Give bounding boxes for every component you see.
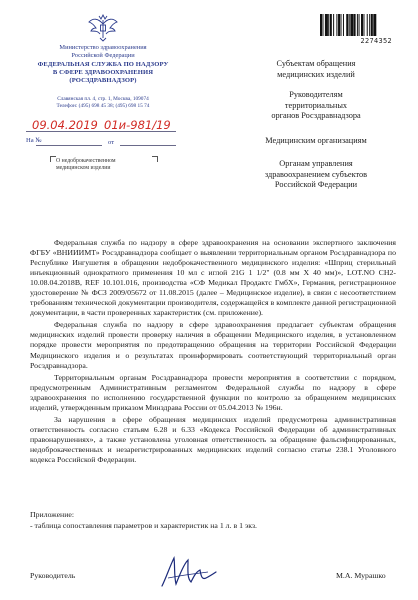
addressee-line: Органам управления xyxy=(279,159,353,168)
addressee-line: территориальных xyxy=(284,100,348,110)
barcode-bar xyxy=(350,14,353,36)
barcode-bar xyxy=(361,14,363,36)
addressee-line: Субъектам обращения xyxy=(276,59,356,68)
reference-number-underline xyxy=(36,145,102,146)
body-paragraph: Территориальным органам Росздравнадзора провести мероприятия в соответствии с порядком, предусмотренным Административным регламентом Федеральной службы по надзору в сфере здравоохранения по исполнению государственной функции по контролю за обращением медицинских изделий, утвержденным приказом Минздрава России от 05.04.2013 № 196н. xyxy=(30,372,396,412)
barcode-bar xyxy=(367,14,368,36)
service-name xyxy=(20,61,186,85)
addressee-line: органов Росздравнадзора xyxy=(271,111,361,121)
body-paragraph: Федеральная служба по надзору в сфере здравоохранения на основании экспертного заключения ФГБУ «ВНИИИМТ» Росздравнадзора сообщает о выявлении территориальным органом Росздравнадзора по Республике Ингушетия в обращении недоброкачественного медицинского изделия: «Шприц стерильный инъекционный однократного применения 10 мл с иглой 21G 1 1/2" (0.8 мм X 40 мм)», LOT.NO CH2-10.08.04.2018B, REF 10.101.016, производства «СФ Медикал Продактс ГмбХ», Германия, регистрационное удостоверение № ФСЗ 2009/05672 от 11.08.2015 (далее – Медицинское изделие), в связи с несоответствием требованиям технической документации производителя, содержащейся в комплекте данной регистрационной документации, в части проверенных характеристик (см. приложение). xyxy=(30,238,396,318)
barcode-bar xyxy=(373,14,376,36)
addressee-territorial-bodies xyxy=(236,90,396,122)
address-line: Славянская пл. 4, стр. 1, Москва, 109074 xyxy=(57,96,149,102)
barcode-bar xyxy=(322,14,323,36)
reference-line xyxy=(26,137,176,149)
attachment-block xyxy=(30,510,396,531)
bracket-mark xyxy=(50,156,56,162)
addressee-medical-organizations xyxy=(236,136,396,147)
attachment-item: - таблица сопоставления параметров и характеристик на 1 л. в 1 экз. xyxy=(30,520,258,530)
barcode-number: 2274352 xyxy=(360,37,392,45)
service-line: ФЕДЕРАЛЬНАЯ СЛУЖБА ПО НАДЗОРУ xyxy=(37,61,169,68)
letter-subject xyxy=(56,158,166,172)
registration-number: 01и-981/19 xyxy=(104,118,171,132)
subject-line: медицинском изделии xyxy=(56,165,111,171)
addressee-health-authorities xyxy=(236,159,396,191)
attachment-title: Приложение: xyxy=(30,510,75,519)
barcode-bar xyxy=(333,14,334,36)
barcode-bar xyxy=(328,14,329,36)
barcode-bar xyxy=(338,14,340,36)
barcode-bar xyxy=(341,14,342,36)
barcode-bar xyxy=(320,14,322,36)
barcode-bar xyxy=(369,14,370,36)
barcode-bar xyxy=(371,14,373,36)
handwritten-signature xyxy=(158,552,218,592)
body-paragraph: За нарушения в сфере обращения медицинских изделий предусмотрена административная ответственность согласно статьям 6.28 и 6.33 «Кодекса Российской Федерации об административных правонарушениях», а также установлена уголовная ответственность за обращение фальсифицированных, недоброкачественных и незарегистрированных медицинских изделий согласно статье 238.1 Уголовного кодекса Российской Федерации. xyxy=(30,414,396,464)
service-address xyxy=(20,96,186,109)
addressee-line: Российской Федерации xyxy=(274,180,358,190)
barcode-bar xyxy=(325,14,328,36)
barcode-bar xyxy=(354,14,356,36)
addressee-line: Руководителям xyxy=(289,90,343,99)
addressee-subjects xyxy=(236,59,396,80)
addressee-line: Медицинским организациям xyxy=(265,136,367,145)
ot-label: от xyxy=(108,139,115,146)
barcode-bar xyxy=(349,14,350,36)
barcode xyxy=(320,14,392,36)
signatory-role: Руководитель xyxy=(30,571,76,580)
registration-date: 09.04.2019 xyxy=(32,118,98,132)
service-line: В СФЕРЕ ЗДРАВООХРАНЕНИЯ xyxy=(52,69,154,76)
addressee-line: медицинских изделий xyxy=(277,69,355,79)
body-paragraph: Федеральная служба по надзору в сфере здравоохранения предлагает субъектам обращения медицинских изделий провести проверку наличия в обращении Медицинского изделия, в установленном порядке провести мероприятия по предотвращению обращения на территории Российской Федерации Медицинского изделия и о результатах проинформировать соответствующий территориальный орган Росздравнадзора. xyxy=(30,320,396,370)
state-emblem-icon xyxy=(87,12,119,42)
barcode-bar xyxy=(330,14,332,36)
ministry-line: Министерство здравоохранения xyxy=(59,44,147,51)
phone-line: Телефон: (495) 698 45 38; (495) 698 15 74 xyxy=(56,102,150,109)
barcode-bar xyxy=(359,14,360,36)
service-line: (РОСЗДРАВНАДЗОР) xyxy=(69,77,137,84)
ministry-line: Российской Федерации xyxy=(71,51,135,59)
barcode-bar xyxy=(346,14,348,36)
letter-body xyxy=(30,238,396,467)
subject-line: О недоброкачественном xyxy=(56,158,116,164)
signatory-name: М.А. Мурашко xyxy=(336,571,386,580)
na-label: На № xyxy=(26,137,42,144)
addressee-line: здравоохранением субъектов xyxy=(264,169,368,179)
barcode-bar xyxy=(357,14,358,36)
barcode-bar xyxy=(363,14,364,36)
barcode-bar xyxy=(343,14,344,36)
barcode-bar xyxy=(336,14,337,36)
reference-date-underline xyxy=(120,145,176,146)
ministry-name xyxy=(20,44,186,59)
bracket-mark xyxy=(152,156,158,162)
